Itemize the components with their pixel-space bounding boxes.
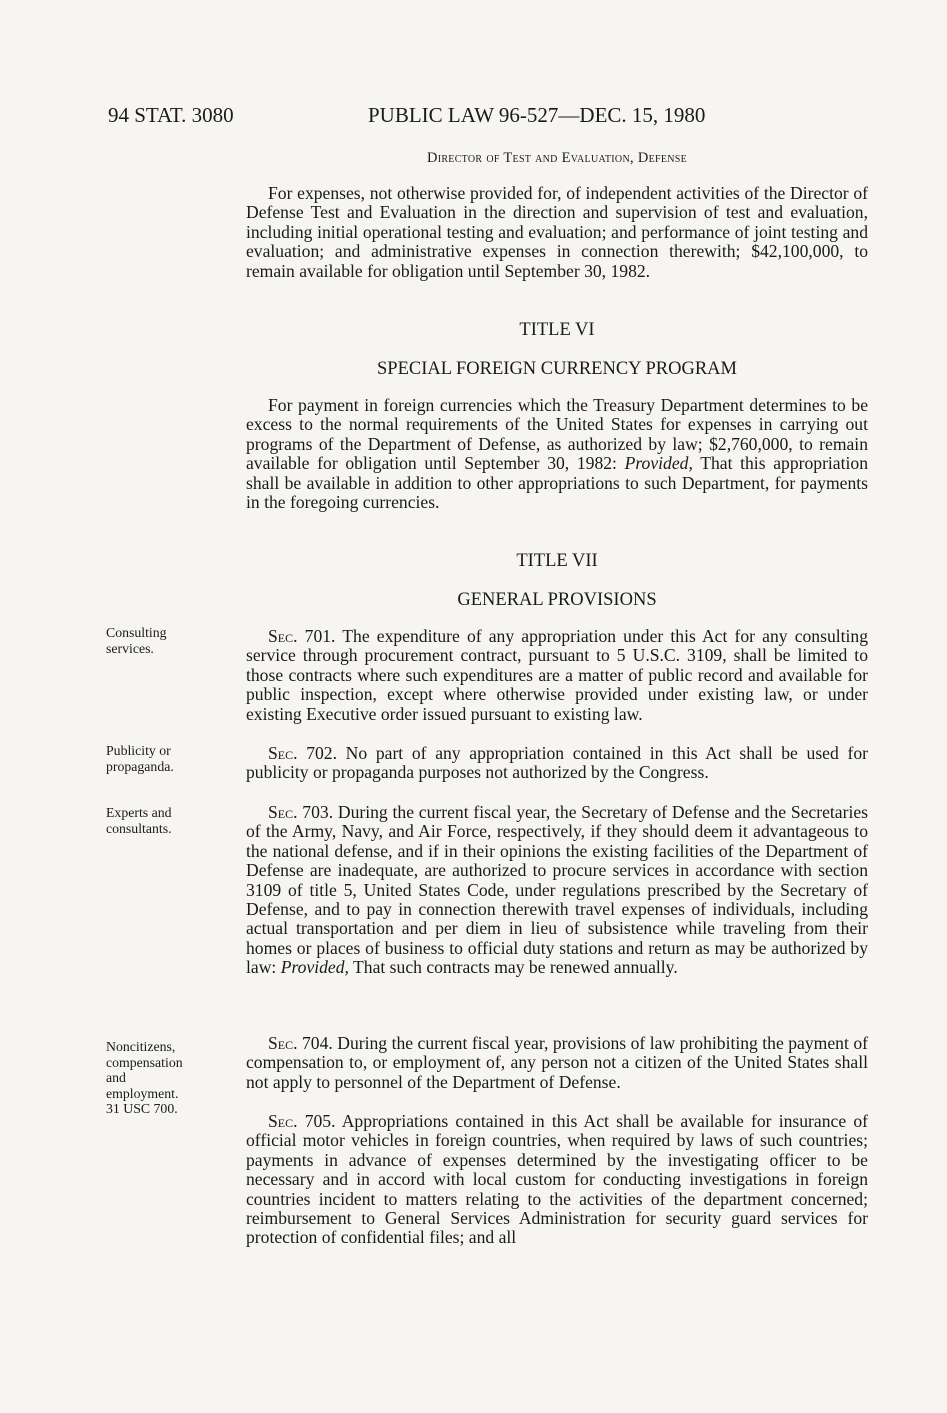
section-701: Sec. 701. The expenditure of any appropriation under this Act for any consulting service through procurement contract, pursuant to 5 U.S.C. 3109, shall be limited to those contracts where such expenditures are a matter of public record and available for public inspection, except where otherwise provided under existing law, or under existing Executive order issued pursuant to existing law. <box>246 626 868 724</box>
title-vi: TITLE VI <box>519 320 595 340</box>
title-vii: TITLE VII <box>516 551 598 571</box>
title-vi-paragraph <box>246 396 868 512</box>
director-paragraph <box>246 184 868 281</box>
margin-note-experts: Experts and consultants. <box>106 805 172 836</box>
section-label: Sec. 702. <box>268 743 337 763</box>
section-label: Sec. 703. <box>268 802 334 822</box>
section-705: Sec. 705. Appropriations contained in this Act shall be available for insurance of official motor vehicles in foreign countries, when required by laws of such countries; payments in advance of expenses determined by the investigating officer to be necessary and in accord with local custom for conducting investigations in foreign countries incident to matters relating to the activities of the department concerned; reimbursement to General Services Administration for security guard services for protection of confidential files; and all <box>246 1111 868 1248</box>
section-704: Sec. 704. During the current fiscal year, provisions of law prohibiting the payment of compensation to, or employment of, any person not a citizen of the United States shall not apply to personnel of the Department of Defense. <box>246 1033 868 1092</box>
section-label: Sec. 705. <box>268 1111 336 1131</box>
margin-note-noncitizens: Noncitizens, compensation and employment. 31 USC 700. <box>106 1039 183 1116</box>
margin-note-consulting: Consulting services. <box>106 625 167 656</box>
title-vi-heading: SPECIAL FOREIGN CURRENCY PROGRAM <box>377 359 737 379</box>
page-reference: 94 STAT. 3080 <box>108 103 234 127</box>
title-vi-text: For payment in foreign currencies which the Treasury Department determines to be excess to the normal requirements of the United States for expenses in carrying out programs of the Department of Defense, as authorized by law; $2,760,000, to remain available for obligation until September 30, 1982: Provided, That this appropriation shall be available in addition to other appropriations to such Department, for payments in the foregoing currencies. <box>246 395 868 513</box>
law-reference: PUBLIC LAW 96-527—DEC. 15, 1980 <box>368 103 706 127</box>
section-703: Sec. 703. During the current fiscal year, the Secretary of Defense and the Secretaries of the Army, Navy, and Air Force, respectively, if they should deem it advantageous to the national defense, and if in their opinions the existing facilities of the Department of Defense are inadequate, are authorized to procure services in accordance with section 3109 of title 5, United States Code, under regulations prescribed by the Secretary of Defense, and to pay in connection therewith travel expenses of individuals, including actual transportation and per diem in lieu of subsistence while traveling from their homes or places of business to official duty stations and return as may be authorized by law: Provided, That such contracts may be renewed annually. <box>246 802 868 978</box>
director-heading: Director of Test and Evaluation, Defense <box>426 150 688 166</box>
title-vii-heading: GENERAL PROVISIONS <box>457 590 657 610</box>
section-702: Sec. 702. No part of any appropriation contained in this Act shall be used for publicity or propaganda purposes not authorized by the Congress. <box>246 743 868 783</box>
section-label: Sec. 704. <box>268 1033 333 1053</box>
section-label: Sec. 701. <box>268 626 336 646</box>
margin-note-publicity: Publicity or propaganda. <box>106 743 174 774</box>
director-text: For expenses, not otherwise provided for, of independent activities of the Director of Defense Test and Evaluation in the direction and supervision of test and evaluation, including initial operational testing and evaluation; and performance of joint testing and evaluation; and administrative expenses in connection therewith; $42,100,000, to remain available for obligation until September 30, 1982. <box>246 183 868 281</box>
